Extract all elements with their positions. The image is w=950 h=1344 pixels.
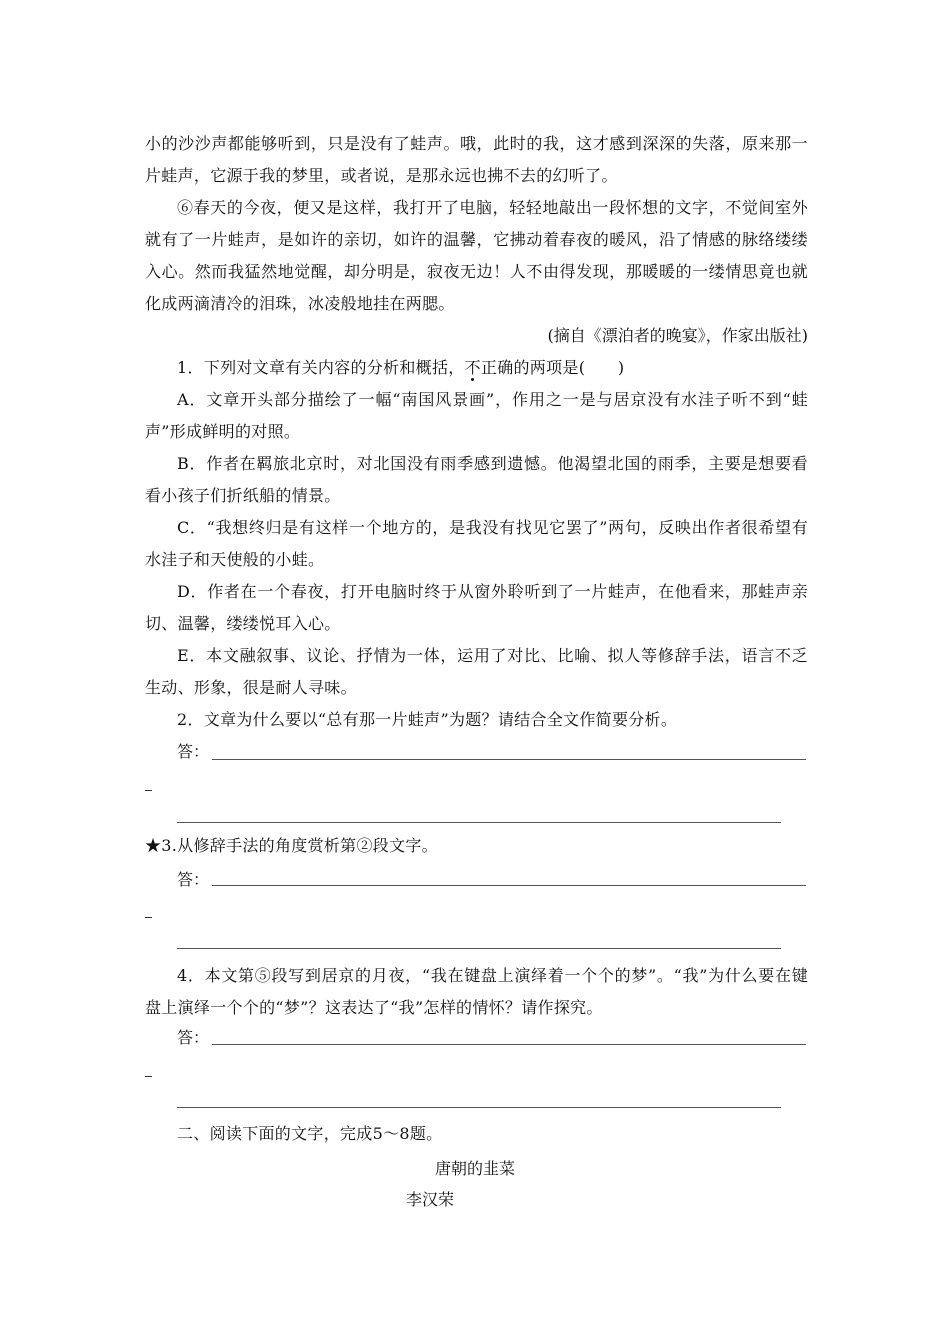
question-1-option-c: C．“我想终归是有这样一个地方的，是我没有找见它罢了”两句，反映出作者很希望有水洼子和天使般的小蛙。	[145, 518, 808, 569]
answer-line-dash	[145, 790, 152, 791]
question-1-option-d: D．作者在一个春夜，打开电脑时终于从窗外聆听到了一片蛙声，在他看来，那蛙声亲切、温馨，缕缕悦耳入心。	[145, 582, 808, 633]
section-2-heading: 二、阅读下面的文字，完成5～8题。	[177, 1124, 443, 1143]
question-4-answer-label: 答：	[177, 1028, 210, 1047]
paragraph-6: ⑥春天的今夜，便又是这样，我打开了电脑，轻轻地敲出一段怀想的文字，不觉间室外就有了一片蛙声，是如许的亲切，如许的温馨，它拂动着春夜的暖风，沿了情感的脉络缕缕入心。然而我猛然地觉醒，却分明是，寂夜无边！人不由得发现，那暖暖的一缕情思竟也就化成两滴清冷的泪珠，冰凌般地挂在两腮。	[145, 198, 808, 313]
question-4-stem: 4．本文第⑤段写到居京的月夜，“我在键盘上演绎着一个个的梦”。“我”为什么要在键盘上演绎一个个的“梦”？这表达了“我”怎样的情怀？请作探究。	[145, 966, 808, 1017]
question-2-answer-label: 答：	[177, 742, 210, 761]
source-citation: (摘自《漂泊者的晚宴》，作家出版社)	[547, 326, 808, 345]
answer-line[interactable]	[212, 759, 806, 760]
article-title: 唐朝的韭菜	[434, 1159, 515, 1178]
question-3-stem: ★3.从修辞手法的角度赏析第②段文字。	[145, 836, 438, 855]
answer-line-dash	[145, 917, 152, 918]
question-1-option-a: A．文章开头部分描绘了一幅“南国风景画”，作用之一是与居京没有水洼子听不到“蛙声”形成鲜明的对照。	[145, 390, 808, 441]
answer-line[interactable]	[212, 885, 806, 886]
emphasis-dot-char: 不	[464, 358, 481, 377]
answer-line[interactable]	[177, 1107, 781, 1108]
answer-line-dash	[145, 1076, 152, 1077]
question-3-answer-label: 答：	[177, 870, 210, 889]
answer-line[interactable]	[177, 822, 781, 823]
question-1-option-e: E．本文融叙事、议论、抒情为一体，运用了对比、比喻、拟人等修辞手法，语言不乏生动、形象，很是耐人寻味。	[145, 646, 808, 697]
answer-line[interactable]	[212, 1044, 806, 1045]
article-author: 李汉荣	[405, 1190, 454, 1209]
answer-line[interactable]	[177, 948, 781, 949]
question-1-stem: 1．下列对文章有关内容的分析和概括，不正确的两项是( )	[177, 358, 625, 377]
question-2-stem: 2．文章为什么要以“总有那一片蛙声”为题？请结合全文作简要分析。	[177, 710, 678, 729]
paragraph-continued: 小的沙沙声都能够听到，只是没有了蛙声。哦，此时的我，这才感到深深的失落，原来那一片蛙声，它源于我的梦里，或者说，是那永远也拂不去的幻听了。	[145, 134, 808, 185]
question-1-option-b: B．作者在羁旅北京时，对北国没有雨季感到遗憾。他渴望北国的雨季，主要是想要看看小孩子们折纸船的情景。	[145, 454, 808, 505]
